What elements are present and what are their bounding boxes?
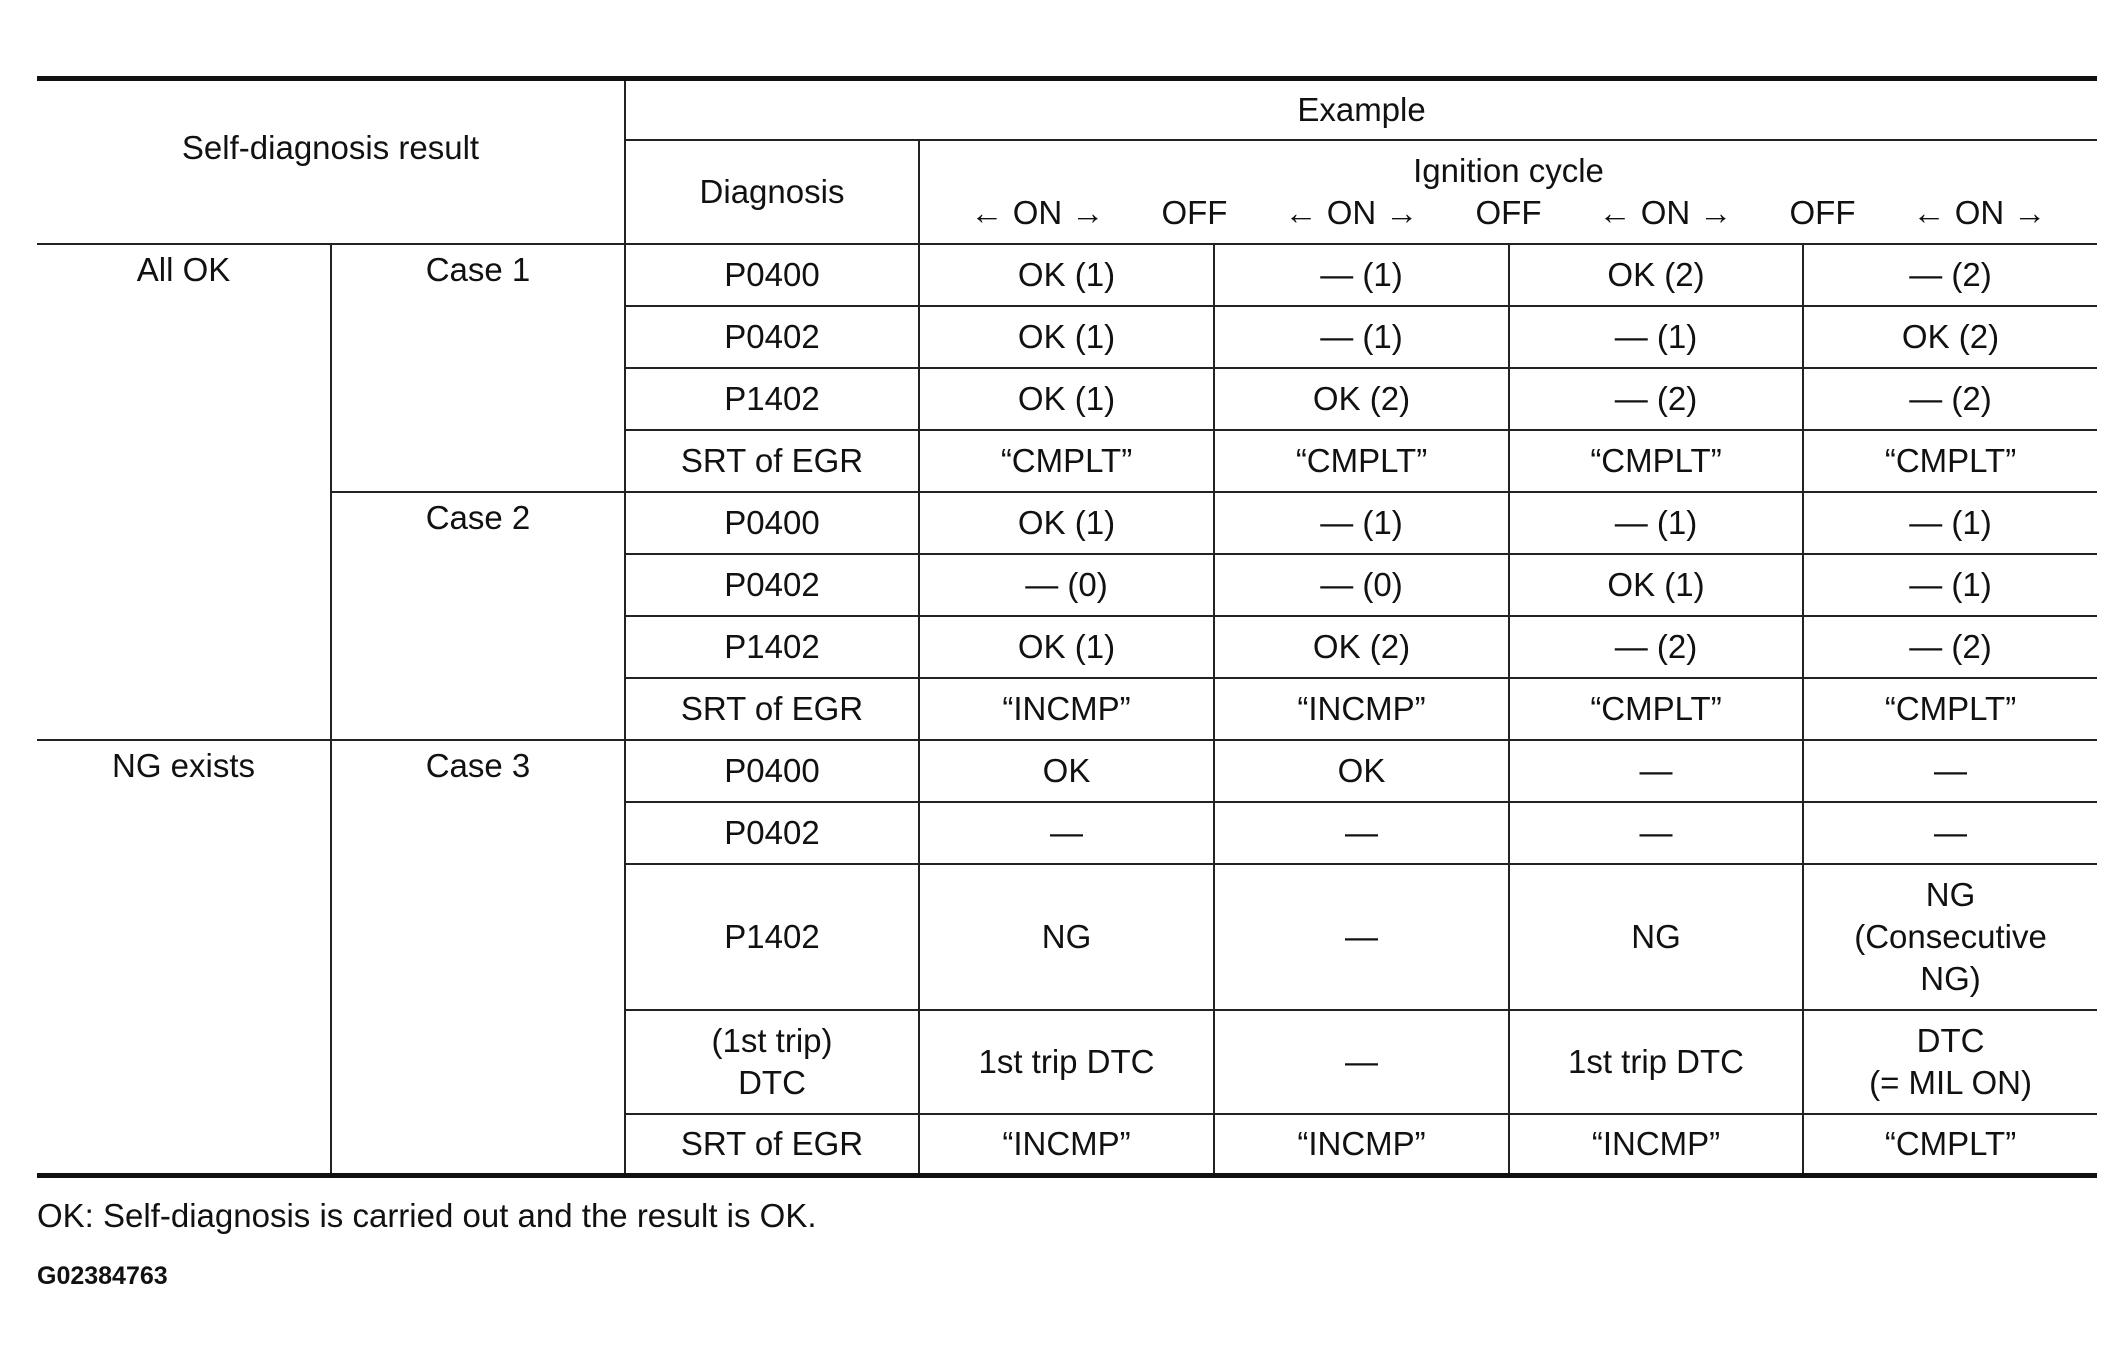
cycle-result-cell (1509, 616, 1803, 678)
cycle-result-cell-line: NG (1631, 917, 1681, 955)
cycle-result-cell-line: — (1) (1614, 503, 1698, 541)
diagnosis-code-cell (625, 678, 919, 740)
cycle-result-cell (1214, 430, 1509, 492)
cycle-result-cell (919, 802, 1214, 864)
cycle-result-cell-line: OK (2) (1901, 317, 2000, 355)
cycle-result-cell-line: (= MIL ON) (1869, 1063, 2032, 1101)
cycle-result-cell-line: “CMPLT” (1590, 441, 1722, 479)
cycle-result-cell (919, 430, 1214, 492)
cycle-result-cell-line: OK (2) (1312, 379, 1411, 417)
diagnosis-code-cell-line: P1402 (724, 379, 820, 417)
diagnosis-code-cell (625, 492, 919, 554)
cycle-result-cell (919, 864, 1214, 1010)
cycle-result-cell (1509, 306, 1803, 368)
cycle-result-cell-line: OK (1337, 751, 1386, 789)
ignition-off-label: OFF (1789, 193, 1856, 231)
cycle-result-cell-line: — (2) (1909, 255, 1992, 293)
cycle-result-cell-line: — (1345, 813, 1378, 851)
diagnosis-code-cell-line: DTC (738, 1063, 806, 1101)
cycle-result-cell-line: — (2) (1909, 379, 1992, 417)
cycle-result-cell-line: OK (1) (1017, 503, 1116, 541)
ignition-cycle-title: Ignition cycle (1413, 151, 1604, 189)
cycle-result-cell-line: “INCMP” (1002, 1124, 1131, 1162)
group-ng-exists: NG exists (37, 740, 331, 1176)
cycle-result-cell (1214, 1010, 1509, 1114)
cycle-result-cell (919, 492, 1214, 554)
cycle-result-cell (1803, 1010, 2097, 1114)
ignition-on-label: ← ON → (970, 193, 1105, 231)
cycle-result-cell (919, 368, 1214, 430)
cycle-result-cell (1509, 740, 1803, 802)
cycle-result-cell-line: — (1934, 813, 1968, 851)
cycle-result-cell-line: “CMPLT” (1590, 689, 1722, 727)
cycle-result-cell (1214, 616, 1509, 678)
cycle-result-cell-line: NG (1925, 875, 1976, 913)
ignition-sequence (924, 192, 2093, 234)
diagnosis-code-cell-line: P0402 (724, 317, 820, 355)
cycle-result-cell (1803, 430, 2097, 492)
cycle-result-cell-line: (Consecutive (1854, 917, 2047, 955)
group-all-ok: All OK (37, 244, 331, 740)
diagnosis-code-cell (625, 430, 919, 492)
cycle-result-cell (1214, 492, 1509, 554)
ignition-off-label: OFF (1161, 193, 1228, 231)
cycle-result-cell (919, 678, 1214, 740)
diagnosis-table (37, 76, 2097, 1178)
cycle-result-cell-line: — (1) (1614, 317, 1698, 355)
cycle-result-cell-line: — (1) (1320, 317, 1403, 355)
ignition-on-label: ← ON → (1284, 193, 1419, 231)
diagnosis-code-cell (625, 802, 919, 864)
diagnosis-code-cell-line: P0400 (724, 503, 820, 541)
diagnosis-code-cell-line: (1st trip) (711, 1021, 833, 1059)
case-label-case2: Case 2 (331, 492, 625, 740)
cycle-result-cell-line: — (1) (1320, 503, 1403, 541)
diagnosis-code-cell-line: P1402 (724, 917, 820, 955)
diagnosis-code-cell (625, 244, 919, 306)
cycle-result-cell-line: OK (2) (1312, 627, 1411, 665)
ignition-cycle-header (919, 140, 2097, 244)
cycle-result-cell (919, 244, 1214, 306)
cycle-result-cell-line: OK (1042, 751, 1091, 789)
ignition-on-label: ← ON → (1912, 193, 2047, 231)
diagnosis-code-cell-line: P0400 (724, 255, 820, 293)
cycle-result-cell (1214, 740, 1509, 802)
cycle-result-cell-line: — (1639, 813, 1673, 851)
cycle-result-cell (1509, 492, 1803, 554)
cycle-result-cell-line: OK (2) (1607, 255, 1705, 293)
cycle-result-cell-line: “INCMP” (1297, 1124, 1426, 1162)
cycle-result-cell (1509, 554, 1803, 616)
cycle-result-cell (919, 554, 1214, 616)
cycle-result-cell-line: — (0) (1025, 565, 1108, 603)
cycle-result-cell-line: — (0) (1320, 565, 1403, 603)
cycle-result-cell-line: OK (1) (1017, 379, 1116, 417)
cycle-result-cell (1509, 678, 1803, 740)
cycle-result-cell (1803, 244, 2097, 306)
diagnosis-code-cell-line: P0402 (724, 565, 820, 603)
cycle-result-cell-line: “INCMP” (1591, 1124, 1721, 1162)
cycle-result-cell-line: 1st trip DTC (978, 1042, 1155, 1080)
example-header: Example (625, 79, 2097, 140)
ignition-on-label: ← ON → (1598, 193, 1733, 231)
diagnosis-code-cell (625, 1114, 919, 1176)
cycle-result-cell (1509, 368, 1803, 430)
diagnosis-code-cell (625, 554, 919, 616)
document-body (37, 76, 2097, 1178)
cycle-result-cell-line: 1st trip DTC (1567, 1042, 1745, 1080)
diagnosis-code-cell-line: SRT of EGR (680, 1124, 864, 1162)
diagnosis-code-cell (625, 616, 919, 678)
diagnosis-code-cell-line: P0402 (724, 813, 820, 851)
cycle-result-cell (1803, 368, 2097, 430)
diagnosis-code-cell (625, 1010, 919, 1114)
cycle-result-cell-line: “CMPLT” (1884, 1124, 2017, 1162)
cycle-result-cell (1509, 802, 1803, 864)
cycle-result-cell-line: — (2) (1909, 627, 1992, 665)
cycle-result-cell (1803, 740, 2097, 802)
cycle-result-cell-line: — (1345, 1042, 1378, 1080)
cycle-result-cell-line: NG (1041, 917, 1092, 955)
cycle-result-cell (1214, 802, 1509, 864)
cycle-result-cell (1214, 1114, 1509, 1176)
cycle-result-cell (1803, 306, 2097, 368)
cycle-result-cell-line: OK (1) (1017, 255, 1116, 293)
cycle-result-cell (1214, 864, 1509, 1010)
cycle-result-cell-line: — (1) (1909, 565, 1992, 603)
cycle-result-cell-line: — (2) (1614, 379, 1698, 417)
cycle-result-cell (919, 740, 1214, 802)
cycle-result-cell (919, 616, 1214, 678)
diagnosis-code-cell-line: SRT of EGR (680, 441, 864, 479)
cycle-result-cell-line: — (1639, 751, 1673, 789)
cycle-result-cell (1509, 1114, 1803, 1176)
diagnosis-code-cell-line: SRT of EGR (680, 689, 864, 727)
cycle-result-cell (1803, 554, 2097, 616)
cycle-result-cell (1509, 1010, 1803, 1114)
diagnosis-code-cell-line: P1402 (724, 627, 820, 665)
cycle-result-cell (1214, 368, 1509, 430)
cycle-result-cell-line: NG) (1920, 959, 1981, 997)
cycle-result-cell-line: OK (1) (1607, 565, 1705, 603)
cycle-result-cell (1803, 616, 2097, 678)
cycle-result-cell-line: — (1) (1909, 503, 1992, 541)
table-row (37, 740, 2097, 802)
diagnosis-header: Diagnosis (625, 140, 919, 244)
cycle-result-cell (1509, 864, 1803, 1010)
cycle-result-cell (1509, 430, 1803, 492)
cycle-result-cell-line: — (1) (1320, 255, 1403, 293)
cycle-result-cell-line: — (2) (1614, 627, 1698, 665)
cycle-result-cell (1803, 1114, 2097, 1176)
cycle-result-cell (1803, 864, 2097, 1010)
footnote: OK: Self-diagnosis is carried out and the result is OK. (37, 1197, 817, 1234)
figure-id: G02384763 (37, 1262, 168, 1290)
cycle-result-cell (1214, 306, 1509, 368)
cycle-result-cell (1803, 678, 2097, 740)
diagnosis-code-cell-line: P0400 (724, 751, 820, 789)
cycle-result-cell (919, 1010, 1214, 1114)
case-label-case1: Case 1 (331, 244, 625, 492)
table-row (37, 492, 2097, 554)
cycle-result-cell (919, 1114, 1214, 1176)
self-diagnosis-header: Self-diagnosis result (37, 79, 625, 244)
case-label-case3: Case 3 (331, 740, 625, 1176)
cycle-result-cell (1803, 802, 2097, 864)
cycle-result-cell-line: — (1050, 813, 1083, 851)
cycle-result-cell-line: “CMPLT” (1884, 689, 2017, 727)
cycle-result-cell-line: OK (1) (1017, 627, 1116, 665)
table-row (37, 244, 2097, 306)
diagnosis-code-cell (625, 864, 919, 1010)
cycle-result-cell (919, 306, 1214, 368)
cycle-result-cell-line: “CMPLT” (1884, 441, 2017, 479)
cycle-result-cell (1214, 678, 1509, 740)
cycle-result-cell-line: DTC (1916, 1021, 1985, 1059)
cycle-result-cell (1509, 244, 1803, 306)
cycle-result-cell-line: — (1345, 917, 1378, 955)
cycle-result-cell-line: “CMPLT” (1000, 441, 1133, 479)
cycle-result-cell (1803, 492, 2097, 554)
cycle-result-cell (1214, 244, 1509, 306)
cycle-result-cell (1214, 554, 1509, 616)
cycle-result-cell-line: “CMPLT” (1295, 441, 1428, 479)
cycle-result-cell-line: — (1934, 751, 1968, 789)
diagnosis-code-cell (625, 740, 919, 802)
table-body (37, 79, 2097, 1176)
diagnosis-code-cell (625, 368, 919, 430)
cycle-result-cell-line: “INCMP” (1297, 689, 1426, 727)
ignition-off-label: OFF (1475, 193, 1542, 231)
cycle-result-cell-line: OK (1) (1017, 317, 1116, 355)
diagnosis-code-cell (625, 306, 919, 368)
cycle-result-cell-line: “INCMP” (1002, 689, 1131, 727)
